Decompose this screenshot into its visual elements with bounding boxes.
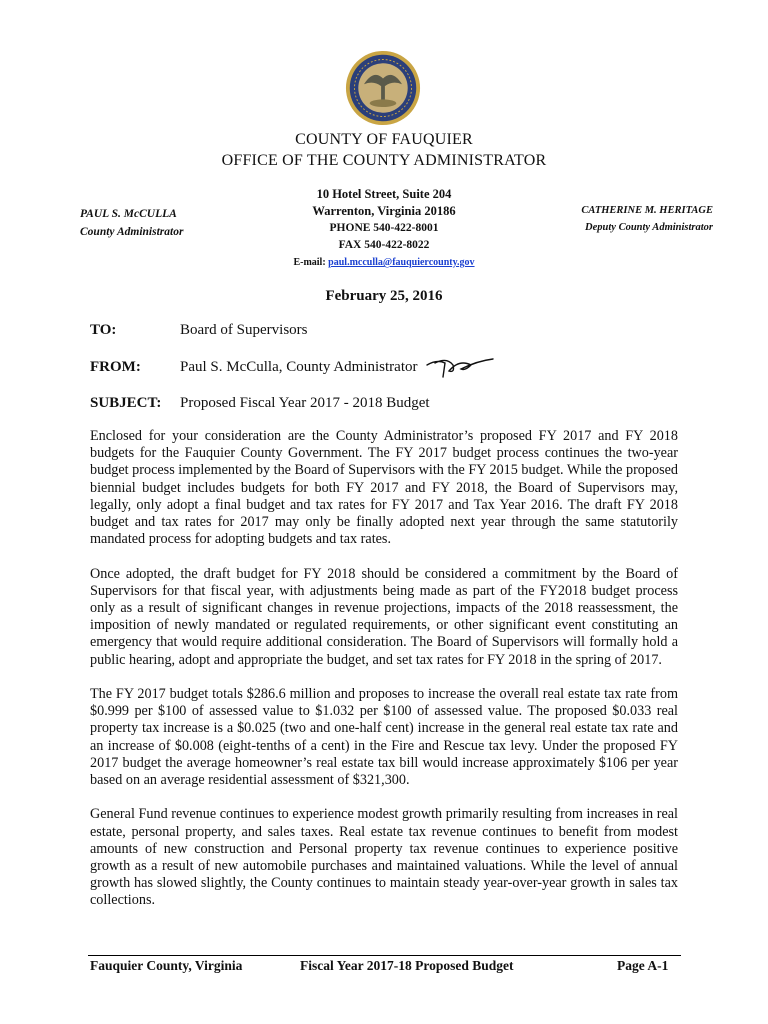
memo-date: February 25, 2016 — [325, 288, 443, 304]
signature-icon — [425, 355, 495, 381]
address-block — [234, 186, 534, 271]
from-label: FROM: — [90, 359, 141, 375]
administrator-name: PAUL S. McCULLA — [80, 208, 177, 220]
email-label: E-mail: — [293, 257, 326, 268]
address-street: 10 Hotel Street, Suite 204 — [316, 187, 452, 201]
footer-divider — [88, 955, 681, 956]
paragraph-2: Once adopted, the draft budget for FY 2018 should be considered a commitment by the Board of Supervisors for that fiscal year, with adjustments being made as part of the FY2018 budget process only as a result of significant changes in revenue projections, impacts of the 2018 reassessment, the imposition of newly mandated or regulated requirements, or other significant event constituting an emergency that would require additional consideration. The Board of Supervisors will formally hold a public hearing, adopt and appropriate the budget, and set tax rates for FY 2018 in the spring of 2017. — [90, 565, 678, 668]
administrator-block — [80, 205, 183, 241]
footer-budget-title: Fiscal Year 2017-18 Proposed Budget — [300, 958, 514, 973]
email-link[interactable]: paul.mcculla@fauquiercounty.gov — [328, 257, 475, 268]
subject-label: SUBJECT: — [90, 395, 162, 411]
email-line — [234, 254, 534, 271]
administrator-title: County Administrator — [80, 226, 184, 238]
from-value: Paul S. McCulla, County Administrator — [180, 359, 418, 375]
office-name: OFFICE OF THE COUNTY ADMINISTRATOR — [221, 152, 547, 169]
fax-number: FAX 540-422-8022 — [338, 239, 430, 251]
memo-body — [90, 428, 678, 927]
to-label: TO: — [90, 322, 117, 338]
deputy-title: Deputy County Administrator — [585, 222, 713, 233]
footer-county: Fauquier County, Virginia — [90, 958, 243, 973]
address-city: Warrenton, Virginia 20186 — [312, 204, 456, 218]
phone-number: PHONE 540-422-8001 — [329, 222, 439, 234]
org-name: COUNTY OF FAUQUIER — [295, 131, 473, 148]
to-value: Board of Supervisors — [180, 322, 308, 338]
county-seal-icon — [345, 50, 421, 126]
footer-page-number: Page A-1 — [617, 958, 669, 973]
paragraph-4: General Fund revenue continues to experience modest growth primarily resulting from increases in real estate, personal property, and sales taxes. Real estate tax revenue continues to benefit from modest amounts of new construction and Personal property tax revenue continues to experience positive growth as a result of new automobile purchases and maintained valuations. While the level of annual growth has slowed slightly, the County continues to maintain steady year-over-year growth in sales tax collections. — [90, 806, 678, 909]
deputy-name: CATHERINE M. HERITAGE — [581, 205, 713, 216]
deputy-block — [581, 202, 713, 236]
subject-value: Proposed Fiscal Year 2017 - 2018 Budget — [180, 395, 430, 411]
paragraph-1: Enclosed for your consideration are the County Administrator’s proposed FY 2017 and FY 2018 budgets for the Fauquier County Government. The FY 2017 budget process continues the two-year budget process implemented by the Board of Supervisors with the FY 2015 budget. While the proposed biennial budget includes budgets for both FY 2017 and FY 2018, the Board of Supervisors may, legally, only adopt a final budget and tax rates for FY 2017 and Tax Year 2016. The draft FY 2018 budget and tax rates for 2017 may only be finally adopted next year through the same statutorily mandated process for adopting budgets and tax rates. — [90, 428, 678, 548]
paragraph-3: The FY 2017 budget totals $286.6 million and proposes to increase the overall real estate tax rate from $0.999 per $100 of assessed value to $1.032 per $100 of assessed value. The proposed $0.033 real property tax increase is a $0.025 (two and one-half cent) increase in the general real estate tax rate and an increase of $0.008 (eight-tenths of a cent) in the Fire and Rescue tax levy. Under the proposed FY 2017 budget the average homeowner’s real estate tax bill would increase approximately $106 per year based on an average residential assessment of $321,300. — [90, 686, 678, 789]
